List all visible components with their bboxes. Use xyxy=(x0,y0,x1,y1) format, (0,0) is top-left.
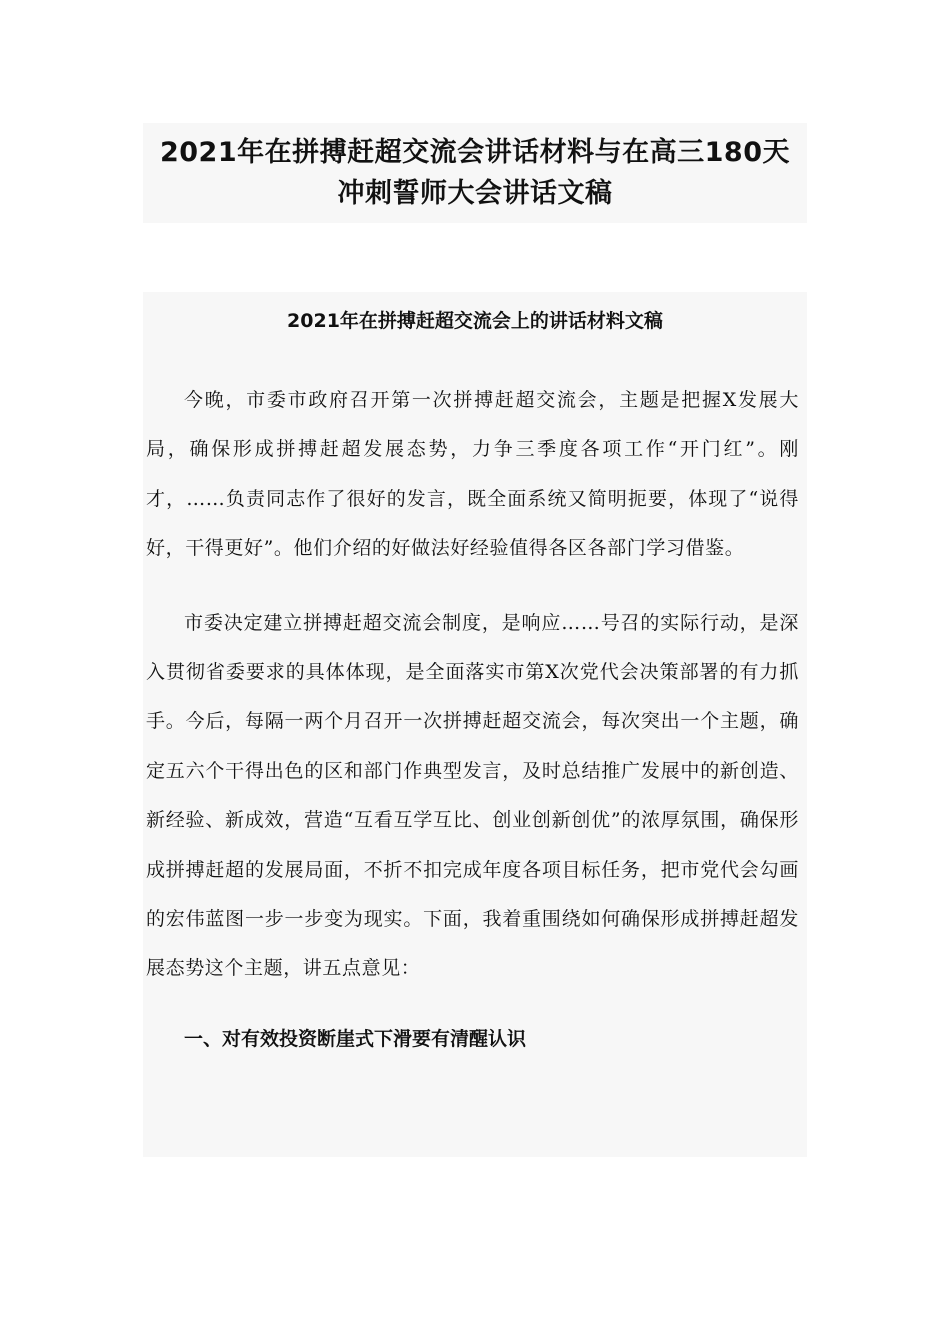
paragraph-2: 市委决定建立拼搏赶超交流会制度，是响应……号召的实际行动，是深入贯彻省委要求的具体体现，是全面落实市第X次党代会决策部署的有力抓手。今后，每隔一两个月召开一次拼搏赶超交流会，每次突出一个主题，确定五六个干得出色的区和部门作典型发言，及时总结推广发展中的新创造、新经验、新成效，营造“互看互学互比、创业创新创优”的浓厚氛围，确保形成拼搏赶超的发展局面，不折不扣完成年度各项目标任务，把市党代会勾画的宏伟蓝图一步一步变为现实。下面，我着重围绕如何确保形成拼搏赶超发展态势这个主题，讲五点意见： xyxy=(146,611,799,980)
document-title xyxy=(143,123,807,214)
document-title-line-1: 2021年在拼搏赶超交流会讲话材料与在高三180天 xyxy=(159,137,790,168)
paragraph-1: 今晚，市委市政府召开第一次拼搏赶超交流会，主题是把握X发展大局，确保形成拼搏赶超发展态势，力争三季度各项工作“开门红”。刚才，……负责同志作了很好的发言，既全面系统又简明扼要，体现了“说得好，干得更好”。他们介绍的好做法好经验值得各区各部门学习借鉴。 xyxy=(146,389,799,560)
document-title-line-2: 冲刺誓师大会讲话文稿 xyxy=(337,178,613,209)
document-body xyxy=(143,292,807,1157)
document-title-block xyxy=(143,123,807,223)
heading-point-one: 一、对有效投资断崖式下滑要有清醒认识 xyxy=(184,1027,527,1050)
section-title: 2021年在拼搏赶超交流会上的讲话材料文稿 xyxy=(287,310,663,332)
